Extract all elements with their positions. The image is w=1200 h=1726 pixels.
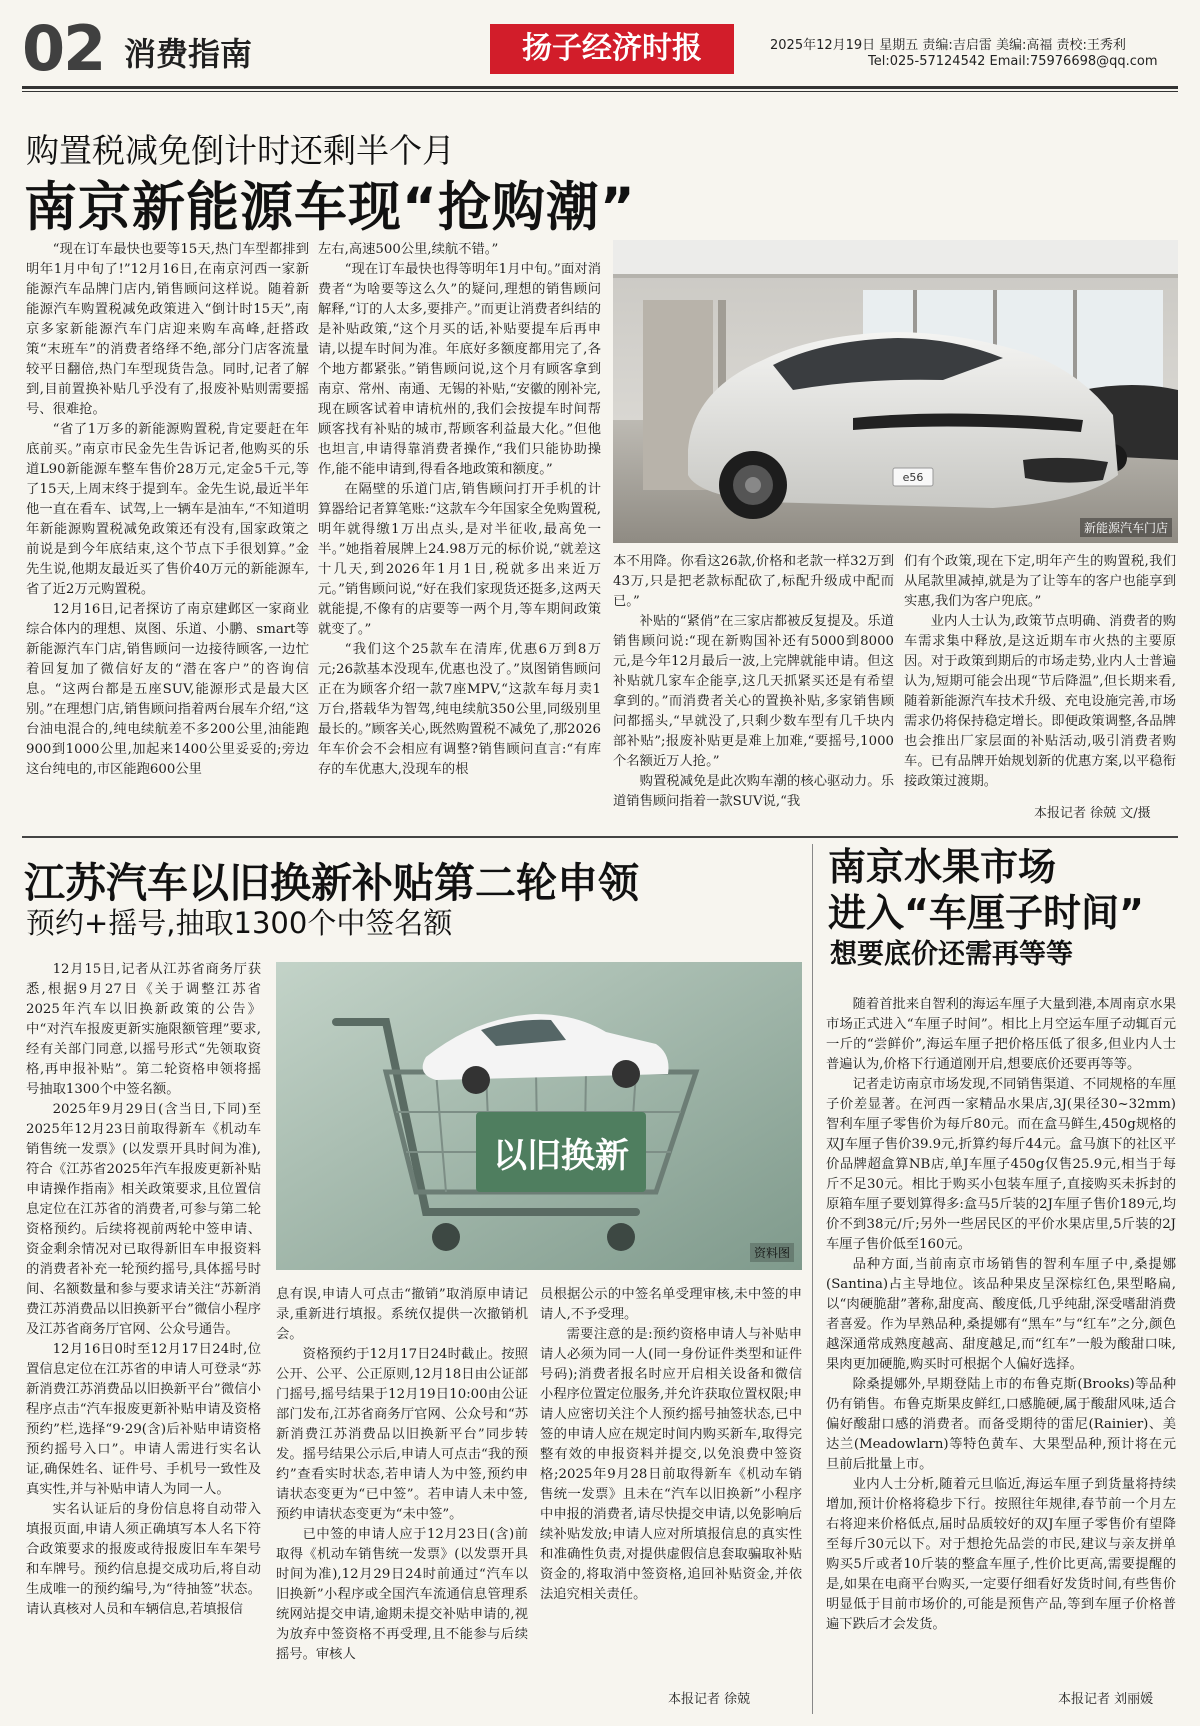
- article2-byline: 本报记者 徐兢: [668, 1692, 751, 1707]
- article3-body: [826, 995, 1176, 1671]
- paragraph: 在隔壁的乐道门店,销售顾问打开手机的计算器给记者算笔账:“这款车今年国家全免购置税,明年就得缴1万出点头,是对半征收,最高免一半。”她指着展牌上24.98万元的标价说,“就差这十几天,到2026年1月1日,税就多出来近万元。”销售顾问说,“好在我们家现货还挺多,这两天就能提,不像有的店要等一两个月,等车期间政策就变了。”: [318, 482, 601, 637]
- paragraph: 们有个政策,现在下定,明年产生的购置税,我们从尾款里减掉,就是为了让等车的客户也能享到实惠,我们为客户兜底。”: [904, 554, 1176, 609]
- paragraph: 左右,高速500公里,续航不错。”: [318, 242, 499, 257]
- trade-in-image: [276, 962, 802, 1270]
- article3-title-line1: 南京水果市场: [828, 845, 1057, 889]
- article1-col4: [904, 552, 1176, 792]
- article3-title-line2: 进入“车厘子时间”: [828, 891, 1144, 935]
- masthead-rule: [22, 86, 1178, 89]
- paragraph: 资格预约于12月17日24时截止。按照公开、公平、公正原则,12月18日由公证部门摇号,摇号结果于12月19日10:00由公证部门发布,江苏省商务厅官网、公众号和“苏新消费江苏消费品以旧换新平台”同步转发。摇号结果公示后,申请人可点击“我的预约”查看实时状态,若申请人为中签,预约申请状态变更为“已中签”。若申请人未中签,预约申请状态变更为“未中签”。: [276, 1347, 528, 1522]
- section-title: 消费指南: [124, 35, 253, 73]
- masthead-rule-thin: [22, 91, 1178, 92]
- article1-byline: 本报记者 徐兢 文/摄: [1034, 806, 1151, 821]
- page-number: 02: [22, 12, 105, 85]
- trade-in-label: 以旧换新: [493, 1136, 629, 1176]
- article1-photo: [613, 240, 1178, 543]
- article3-byline: 本报记者 刘丽媛: [1058, 1692, 1154, 1707]
- paragraph: “现在订车最快也要等15天,热门车型都排到明年1月中旬了!”12月16日,在南京河西一家新能源汽车品牌门店内,销售顾问这样说。随着新能源汽车购置税减免政策进入“倒计时15天”,南京多家新能源汽车门店迎来购车高峰,赶搭政策“末班车”的消费者络绎不绝,部分门店客流量较平日翻倍,热门车型现货告急。同时,记者了解到,目前置换补贴几乎没有了,报废补贴则需要摇号、很难抢。: [26, 242, 309, 417]
- paragraph: 购置税减免是此次购车潮的核心驱动力。乐道销售顾问指着一款SUV说,“我: [613, 774, 894, 809]
- paragraph: 品种方面,当前南京市场销售的智利车厘子中,桑提娜(Santina)占主导地位。该品种果皮呈深棕红色,果型略扁,以“肉硬脆甜”著称,甜度高、酸度低,几乎纯甜,深受嗜甜消费者喜爱。作为早熟品种,桑提娜有“黑车”与“红车”之分,颜色越深通常成熟度越高、甜度越足,而“红车”一般为酸甜口味,果肉更加硬脆,购买时可根据个人偏好选择。: [826, 1257, 1176, 1372]
- paragraph: 员根据公示的中签名单受理审核,未中签的申请人,不予受理。: [540, 1287, 802, 1322]
- paragraph: 实名认证后的身份信息将自动带入填报页面,申请人须正确填写本人名下符合政策要求的报废或待报废旧车车架号和车牌号。预约信息提交成功后,将自动生成唯一的预约编号,为“待抽签”状态。请认真核对人员和车辆信息,若填报信: [26, 1502, 261, 1617]
- paragraph: 记者走访南京市场发现,不同销售渠道、不同规格的车厘子价差显著。在河西一家精品水果店,3J(果径30~32mm)智利车厘子零售价为每斤80元。而在盒马鲜生,450g规格的双J车厘子售价39.9元,折算约每斤44元。盒马旗下的社区平价品牌超盒算NB店,单J车厘子450g仅售25.9元,相当于每斤不足30元。相比于购买小包装车厘子,直接购买未拆封的原箱车厘子要划算得多:盒马5斤装的2J车厘子售价189元,均价不到38元/斤;另外一些居民区的平价水果店里,5斤装的2J车厘子售价低至160元。: [826, 1077, 1176, 1252]
- article2-subtitle: 预约+摇号,抽取1300个中签名额: [26, 906, 453, 940]
- paragraph: 12月16日0时至12月17日24时,位置信息定位在江苏省的申请人可登录“苏新消费江苏消费品以旧换新平台”微信小程序点击“汽车报废更新补贴申请及资格预约”栏,选择“9·29(含)后补贴申请资格预约摇号入口”。申请人需进行实名认证,确保姓名、证件号、手机号一致性及真实性,并与补贴申请人为同一人。: [26, 1342, 261, 1497]
- article1-col2: [318, 240, 601, 828]
- column-divider: [812, 844, 813, 1714]
- paragraph: 需要注意的是:预约资格申请人与补贴申请人必须为同一人(同一身份证件类型和证件号码);消费者报名时应开启相关设备和微信小程序位置定位服务,并允许获取位置权限;申请人应密切关注个人预约摇号抽签状态,已中签的申请人应在规定时间内购买新车,取得完整有效的申报资料并提交,以免浪费中签资格;2025年9月28日前取得新车《机动车销售统一发票》且未在“汽车以旧换新”小程序中申报的消费者,请尽快提交申请,以免影响后续补贴发放;申请人应对所填报信息的真实性和准确性负责,对提供虚假信息套取骗取补贴资金的,将取消中签资格,追回补贴资金,并依法追究相关责任。: [540, 1327, 802, 1602]
- car-badge: e56: [902, 471, 924, 484]
- paragraph: “省了1万多的新能源购置税,肯定要赶在年底前买。”南京市民金先生告诉记者,他购买的乐道L90新能源车整车售价28万元,定金5千元,等了15天,上周末终于提到车。金先生说,最近半年他一直在看车、试驾,上一辆车是油车,“不知道明年新能源购置税减免政策还有没有,国家政策之前说是到今年底结束,这个节点下手很划算。”金先生说,他期友最近买了售价40万元的新能源车,省了近2万元购置税。: [26, 422, 309, 597]
- paragraph: 随着首批来自智利的海运车厘子大量到港,本周南京水果市场正式进入“车厘子时间”。相比上月空运车厘子动辄百元一斤的“尝鲜价”,海运车厘子把价格压低了很多,但业内人士普遍认为,价格下行通道刚开启,想要底价还要再等等。: [826, 997, 1176, 1072]
- article1-kicker: 购置税减免倒计时还剩半个月: [26, 131, 455, 170]
- paragraph: 12月16日,记者探访了南京建邺区一家商业综合体内的理想、岚图、乐道、小鹏、smart等新能源汽车门店,销售顾问一边接待顾客,一边忙着回复加了微信好友的“潜在客户”的咨询信息。“这两台都是五座SUV,能源形式是最大区别。”在理想门店,销售顾问指着两台展车介绍,“这台油电混合的,纯电续航差不多200公里,油能跑900到1000公里,加起来1400公里妥妥的;旁边这台纯电的,市区能跑600公里: [26, 602, 309, 777]
- paragraph: 已中签的申请人应于12月23日(含)前取得《机动车销售统一发票》(以发票开具时间为准),12月29日24时前通过“汽车以旧换新”小程序或全国汽车流通信息管理系统网站提交申请,逾期未提交补贴申请的,视为放弃中签资格不再受理,且不能参与后续摇号。审核人: [276, 1527, 528, 1662]
- paragraph: 除桑提娜外,早期登陆上市的布鲁克斯(Brooks)等品种仍有销售。布鲁克斯果皮鲜红,口感脆硬,属于酸甜风味,适合偏好酸甜口感的消费者。而备受期待的雷尼(Rainier)、美达兰(Meadowlarn)等特色黄车、大果型品种,预计将在元旦前后批量上市。: [826, 1377, 1176, 1472]
- article2-photo-caption: 资料图: [750, 1243, 794, 1262]
- article1-title: 南京新能源车现“抢购潮”: [24, 177, 636, 238]
- paper-logo: 扬子经济时报: [490, 24, 734, 74]
- paragraph: “我们这个25款车在清库,优惠6万到8万元;26款基本没现车,优惠也没了。”岚图销售顾问正在为顾客介绍一款7座MPV,“这款车每月卖1万台,搭载华为智驾,纯电续航350公里,同级别里最长的。”顾客关心,既然购置税不减免了,那2026年车价会不会相应有调整?销售顾问直言:“有库存的车优惠大,没现车的根: [318, 642, 601, 777]
- article1-photo-caption: 新能源汽车门店: [1080, 518, 1172, 537]
- article2-col3: [540, 1285, 802, 1677]
- article2-col2: [276, 1285, 528, 1707]
- article2-title: 江苏汽车以旧换新补贴第二轮申领: [24, 859, 639, 907]
- paragraph: 本不用降。你看这26款,价格和老款一样32万到43万,只是把老款标配砍了,标配升级成中配而已。”: [613, 554, 894, 609]
- paragraph: 补贴的“紧俏”在三家店都被反复提及。乐道销售顾问说:“现在新购国补还有5000到8000元,是今年12月最后一波,上完牌就能申请。但这补贴就几家车企能享,这几天抓紧买还是有希望拿到的。”而消费者关心的置换补贴,多家销售顾问都摇头,“早就没了,只剩少数车型有几千块内部补贴”;报废补贴更是难上加难,“要摇号,1000个名额近万人抢。”: [613, 614, 894, 769]
- article3-subtitle: 想要底价还需再等等: [830, 939, 1073, 970]
- article2-col1: [26, 960, 261, 1705]
- paragraph: 业内人士分析,随着元旦临近,海运车厘子到货量将持续增加,预计价格将稳步下行。按照往年规律,春节前一个月左右将迎来价格低点,届时品质较好的双J车厘子零售价有望降至每斤30元以下。对于想抢先品尝的市民,建议与亲友拼单购买5斤或者10斤装的整盒车厘子,性价比更高,需要提醒的是,如果在电商平台购买,一定要仔细看好发货时间,有些售价明显低于目前市场价的,可能是预售产品,等到车厘子价格普遍下跌后才会发货。: [826, 1477, 1176, 1632]
- article1-col1: [26, 240, 309, 828]
- showroom-image: [613, 240, 1178, 543]
- issue-info: 2025年12月19日 星期五 责编:吉启雷 美编:高福 责校:王秀利: [770, 38, 1126, 53]
- paragraph: “现在订车最快也得等明年1月中旬。”面对消费者“为啥要等这么久”的疑问,理想的销售顾问解释,“订的人太多,要排产。”而更让消费者纠结的是补贴政策,“这个月买的话,补贴要提车后再申请,以提车时间为准。年底好多额度都用完了,各个地方都紧张。”销售顾问说,这个月有顾客拿到南京、常州、南通、无锡的补贴,“安徽的刚补完,现在顾客试着申请杭州的,我们会按提车时间帮顾客找有补贴的城市,帮顾客利益最大化。”但他也坦言,申请得靠消费者操作,“我们只能协助操作,能不能申请到,得看各地政策和额度。”: [318, 262, 601, 477]
- article2-photo: [276, 962, 802, 1270]
- paragraph: 息有误,申请人可点击“撤销”取消原申请记录,重新进行填报。系统仅提供一次撤销机会。: [276, 1287, 528, 1342]
- paragraph: 12月15日,记者从江苏省商务厅获悉,根据9月27日《关于调整江苏省2025年汽车以旧换新政策的公告》中“对汽车报废更新实施限额管理”要求,经有关部门同意,以摇号形式“先领取资格,再申报补贴”。第二轮资格申领将摇号抽取1300个中签名额。: [26, 962, 261, 1097]
- paragraph: 2025年9月29日(含当日,下同)至2025年12月23日前取得新车《机动车销售统一发票》(以发票开具时间为准),符合《江苏省2025年汽车报废更新补贴申请操作指南》相关政策要求,且位置信息定位在江苏省的消费者,可参与第二轮资格预约。后续将视前两轮中签申请、资金剩余情况对已取得新旧车申报资料的消费者补充一轮预约摇号,具体摇号时间、名额数量和参与要求请关注“苏新消费江苏消费品以旧换新平台”微信小程序及江苏省商务厅官网、公众号通告。: [26, 1102, 261, 1337]
- contact-info: Tel:025-57124542 Email:75976698@qq.com: [868, 54, 1158, 69]
- article1-col3: [613, 552, 894, 828]
- paragraph: 业内人士认为,政策节点明确、消费者的购车需求集中释放,是这近期车市火热的主要原因。对于政策到期后的市场走势,业内人士普遍认为,短期可能会出现“节后降温”,但长期来看,随着新能源汽车技术升级、充电设施完善,市场需求仍将保持稳定增长。即便政策调整,各品牌也会推出厂家层面的补贴活动,吸引消费者购车。已有品牌开始规划新的优惠方案,以平稳衔接政策过渡期。: [904, 614, 1176, 789]
